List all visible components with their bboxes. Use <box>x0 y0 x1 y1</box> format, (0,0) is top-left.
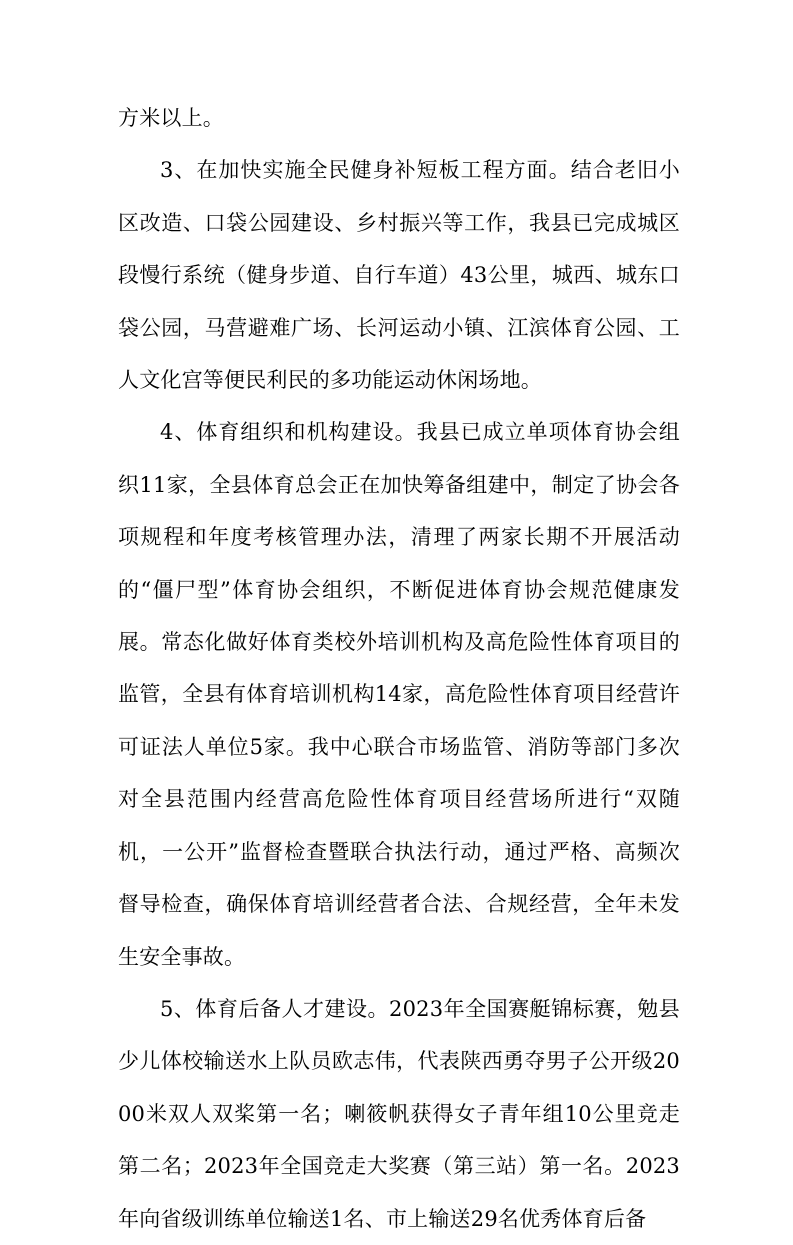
document-page <box>118 92 680 1245</box>
paragraph-item-5: 5、体育后备人才建设。2023年全国赛艇锦标赛，勉县少儿体校输送水上队员欧志伟，代表陕西勇夺男子公开级2000米双人双桨第一名；喇筱帆获得女子青年组10公里竞走第二名；2023年全国竞走大奖赛（第三站）第一名。2023年向省级训练单位输送1名、市上输送29名优秀体育后备 <box>118 996 680 1231</box>
paragraph-item-4: 4、体育组织和机构建设。我县已成立单项体育协会组织11家，全县体育总会正在加快筹备组建中，制定了协会各项规程和年度考核管理办法，清理了两家长期不开展活动的“僵尸型”体育协会组织，不断促进体育协会规范健康发展。常态化做好体育类校外培训机构及高危险性体育项目的监管，全县有体育培训机构14家，高危险性体育项目经营许可证法人单位5家。我中心联合市场监管、消防等部门多次对全县范围内经营高危险性体育项目经营场所进行“双随机，一公开”监督检查暨联合执法行动，通过严格、高频次督导检查，确保体育培训经营者合法、合规经营，全年未发生安全事故。 <box>118 420 680 969</box>
paragraph-continued: 方米以上。 <box>118 106 224 130</box>
paragraph-item-3: 3、在加快实施全民健身补短板工程方面。结合老旧小区改造、口袋公园建设、乡村振兴等工作，我县已完成城区段慢行系统（健身步道、自行车道）43公里，城西、城东口袋公园，马营避难广场、长河运动小镇、江滨体育公园、工人文化宫等便民利民的多功能运动休闲场地。 <box>118 158 680 393</box>
